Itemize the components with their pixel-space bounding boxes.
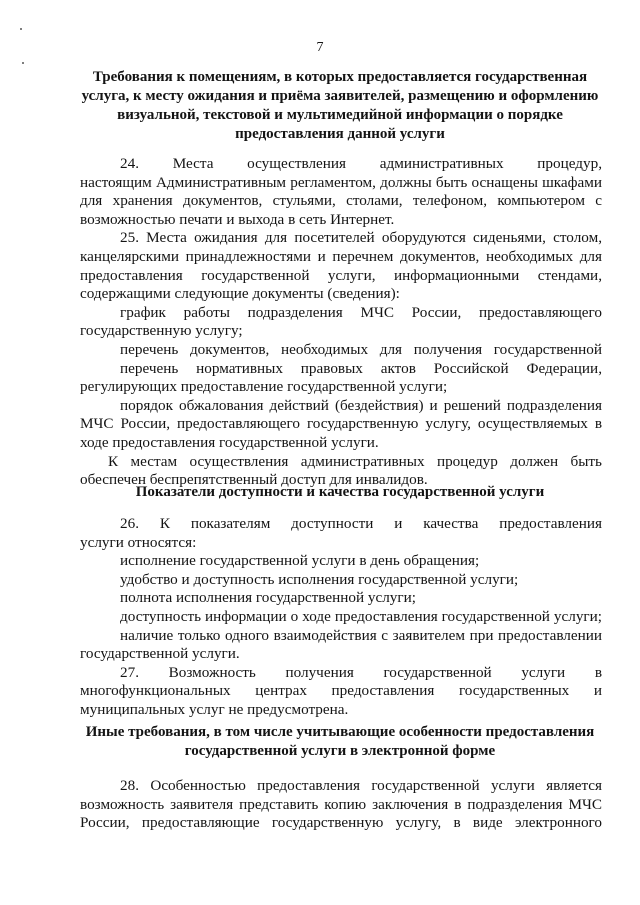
paragraph-line: возможность заявителя представить копию заключения в подразделения МЧС [80, 795, 602, 813]
paragraph-line: К местам осуществления административных процедур должен быть [108, 452, 602, 470]
paragraph-line: настоящим Административным регламентом, должны быть оснащены шкафами [80, 173, 602, 191]
paragraph-line: муниципальных услуг не предусмотрена. [80, 700, 349, 718]
paragraph-line: полнота исполнения государственной услуги; [120, 589, 416, 607]
paragraph-line: регулирующих предоставление государственной услуги; [80, 378, 448, 396]
paragraph-line: обеспечен беспрепятственный доступ для инвалидов. [80, 471, 428, 489]
heading-line: услуга, к месту ожидания и приёма заявителей, размещению и оформлению [81, 88, 599, 104]
heading-line: визуальной, текстовой и мультимедийной информации о порядке [117, 107, 563, 123]
page-number: 7 [316, 40, 324, 55]
section-heading-other-requirements [80, 723, 600, 761]
paragraph-line: канцелярскими принадлежностями и перечнем документов, необходимых для [80, 247, 602, 265]
paragraph-line: услуги относятся: [80, 533, 197, 551]
paragraph-line: перечень документов, необходимых для получения государственной [120, 340, 602, 358]
paragraph-line: перечень нормативных правовых актов Российской Федерации, [120, 359, 602, 377]
scan-speck [20, 28, 22, 30]
heading-line: Требования к помещениям, в которых предоставляется государственная [92, 69, 588, 85]
paragraph-line: удобство и доступность исполнения государственной услуги; [120, 570, 519, 588]
paragraph-line: ходе предоставления государственной услуги. [80, 433, 379, 451]
section-heading-availability [80, 483, 600, 502]
paragraph-line: предоставления государственной услуги, информационными стендами, [80, 266, 602, 284]
body-block-electronic-form [80, 777, 602, 833]
body-block-premises [80, 155, 602, 490]
heading-line: Показатели доступности и качества государственной услуги [135, 484, 545, 500]
heading-line: Иные требования, в том числе учитывающие особенности предоставления [85, 724, 595, 740]
section-heading-premises [80, 68, 600, 144]
paragraph-line: государственной услуги. [80, 645, 240, 663]
heading-line: государственной услуги в электронной форме [184, 743, 496, 759]
paragraph-line: 25. Места ожидания для посетителей оборудуются сиденьями, столом, [120, 229, 602, 247]
paragraph-line: исполнение государственной услуги в день обращения; [120, 552, 480, 570]
paragraph-line: для хранения документов, стульями, столами, телефоном, компьютером с [80, 192, 602, 210]
paragraph-line: доступность информации о ходе предоставления государственной услуги; [120, 607, 602, 625]
paragraph-line: 28. Особенностью предоставления государственной услуги является [120, 777, 602, 794]
paragraph-line: многофункциональных центрах предоставления государственных и [80, 682, 602, 700]
paragraph-line: содержащими следующие документы (сведения): [80, 285, 400, 303]
paragraph-line: наличие только одного взаимодействия с заявителем при предоставлении [120, 626, 602, 644]
paragraph-line: государственную услугу; [80, 322, 243, 340]
paragraph-line: 27. Возможность получения государственной услуги в [120, 663, 602, 681]
paragraph-line: 26. К показателям доступности и качества предоставления [120, 515, 602, 532]
paragraph-line: МЧС России, предоставляющего государственную услугу, осуществляемых в [80, 415, 602, 433]
heading-line: предоставления данной услуги [235, 126, 445, 142]
paragraph-line: порядок обжалования действий (бездействия) и решений подразделения [120, 396, 602, 414]
body-block-availability [80, 515, 602, 720]
paragraph-line: 24. Места осуществления административных процедур, [120, 155, 602, 172]
paragraph-line: возможностью печати и выхода в сеть Интернет. [80, 210, 395, 228]
paragraph-line: России, предоставляющие государственную услугу, в виде электронного [80, 814, 602, 832]
paragraph-line: график работы подразделения МЧС России, предоставляющего [120, 303, 602, 321]
scan-speck [22, 62, 24, 64]
